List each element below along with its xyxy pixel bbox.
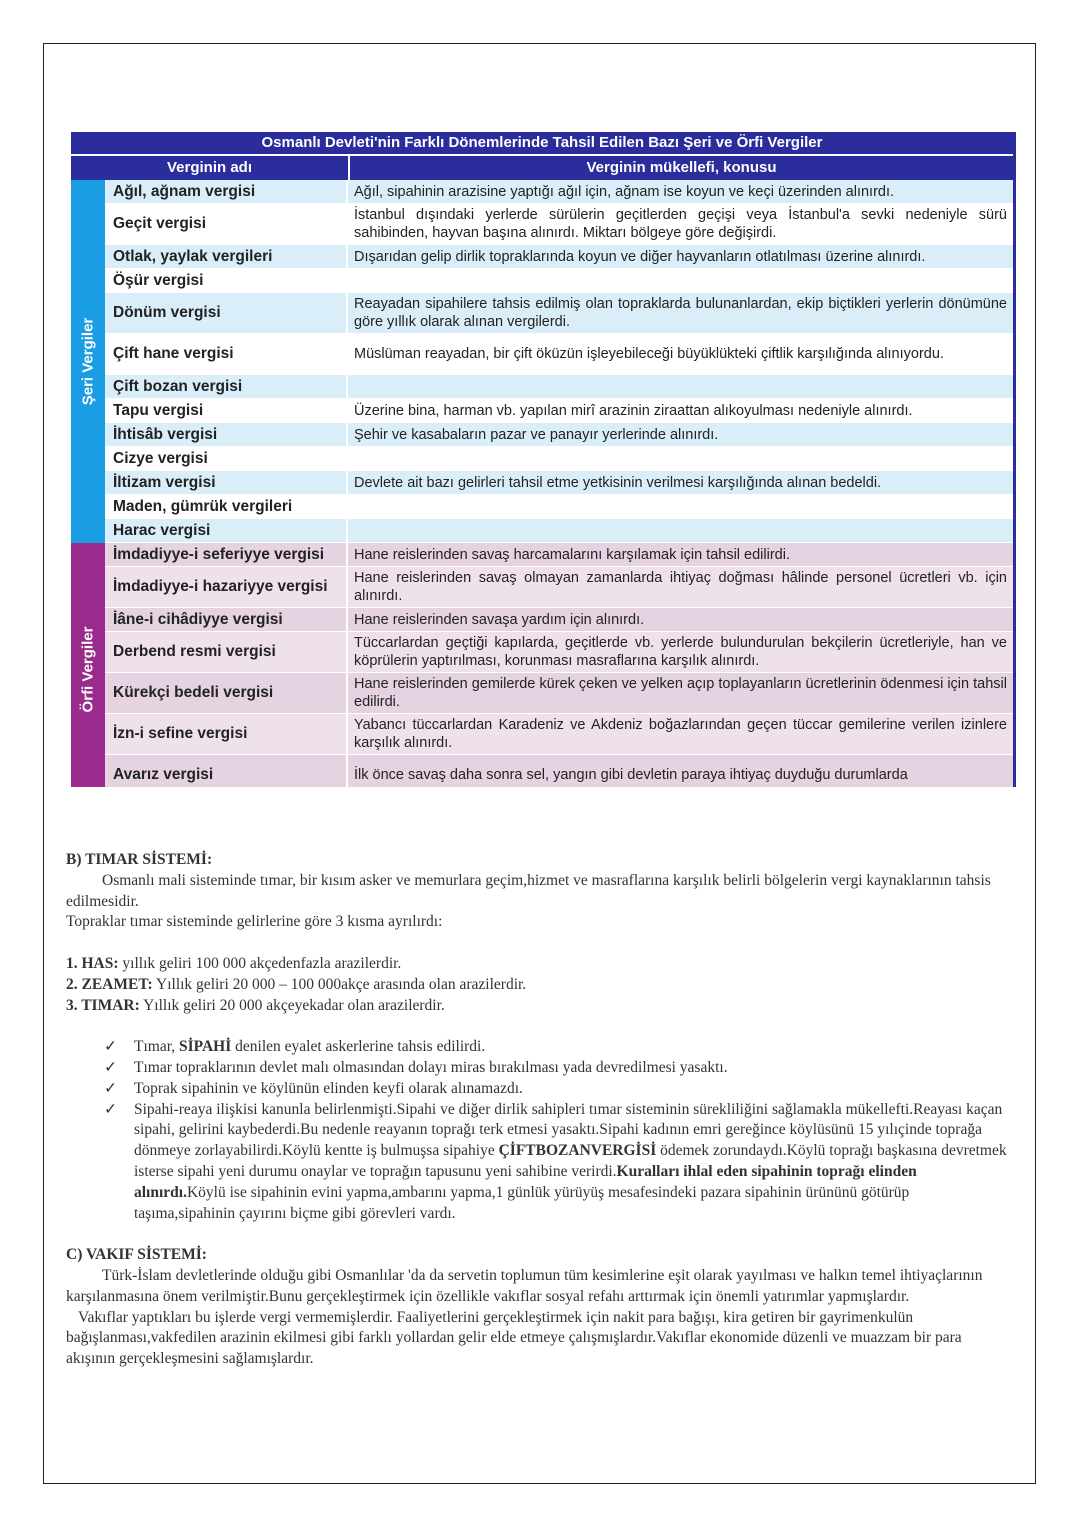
table-row [105,673,1013,714]
list-item: ✓ Tımar, SİPAHİ denilen eyalet askerlerine tahsis edilirdi. [104,1037,1012,1058]
timar-checklist [66,1037,1012,1224]
check-icon: ✓ [104,1058,117,1076]
table-row [105,180,1013,204]
tax-name: İâne-i cihâdiyye vergisi [105,608,348,631]
tax-table [71,132,1016,787]
tax-name: Cizye vergisi [105,447,348,470]
table-row [105,543,1013,567]
tax-desc: İlk önce savaş daha sonra sel, yangın gibi devletin paraya ihtiyaç duyduğu durumlarda [354,767,908,783]
tax-desc [348,447,1013,470]
timar-title: B) TIMAR SİSTEMİ: [66,851,213,868]
table-row [105,608,1013,632]
tax-name: Harac vergisi [105,519,348,542]
list-item: ✓ Sipahi-reaya ilişkisi kanunla belirlenmişti.Sipahi ve diğer dirlik sahipleri tımar sisteminin sürekliliğini sağlamakla mükellefti.Reayası kaçan sipahi, gelirini kaybederdi.Bu nedenle reayanın toprağı terk etmesi yasaktı.Sipahi kadının emri gereğince köylüsünü 15 yılıçinde toprağa dönmeye zorlayabilirdi.Köylü kentte iş bulmuşsa sipahiye ÇİFTBOZANVERGİSİ ödemek zorundaydı.Köylü toprağı başkasına devretmek isterse sipahi yeni durumu onaylar ve toprağın tapusunu yeni sahibine verirdi.Kuralları ihlal eden sipahinin toprağı elinden alınırdı.Köylü ise sipahinin evini yapma,ambarını yapma,1 günlük yürüyüş mesafesindeki pazara sipahinin ürününü götürüp taşıma,sipahinin çayırını biçme gibi görevleri vardı. [104,1100,1007,1222]
document-body [66,850,1012,1370]
table-row [105,204,1013,245]
table-title: Osmanlı Devleti'nin Farklı Dönemlerinde Tahsil Edilen Bazı Şeri ve Örfi Vergiler [71,132,1013,154]
tax-desc: Hane reislerinden gemilerde kürek çeken ve yelken açıp toplayanların ücretlerinin ödenmesi için tahsil edilirdi. [354,676,1007,710]
table-row [105,755,1013,787]
tax-desc: Ağıl, sipahinin arazisine yaptığı ağıl için, ağnam ise koyun ve keçi üzerinden alınırdı. [354,183,895,200]
table-row [105,293,1013,334]
tax-desc: Reayadan sipahilere tahsis edilmiş olan topraklarda bulunanlardan, ekip biçtikleri yerlerin dönümüne göre yıllık olarak alınan vergilerdi. [354,296,1007,330]
table-row [105,269,1013,293]
tax-desc: Yabancı tüccarlardan Karadeniz ve Akdeniz boğazlarından geçen tüccar gemilerine verilen izinlere karşılık alınırdı. [354,717,1007,751]
orfi-group [71,543,1013,787]
tax-name: Avarız vergisi [105,755,348,787]
tax-desc [348,375,1013,398]
tax-name: İzn-i sefine vergisi [105,714,348,754]
check-icon: ✓ [104,1079,117,1097]
tax-name: Geçit vergisi [105,204,348,244]
tax-desc: Tüccarlardan geçtiği kapılarda, geçitlerde vb. yerlerde bulundurulan bekçilerin ücretleriyle, han ve köprülerin yaptırılması, korunması masraflarına karşılık alınırdı. [354,635,1007,669]
header-tax-name: Verginin adı [71,156,350,180]
table-row [105,495,1013,519]
tax-desc: Hane reislerinden savaş harcamalarını karşılamak için tahsil edilirdi. [354,546,790,563]
tax-name: Maden, gümrük vergileri [105,495,348,518]
tax-desc: İstanbul dışındaki yerlerde sürülerin geçitlerden geçişi veya İstanbul'a sevki nedeniyle sürü sahibinden, hayvan başına alınırdı. Miktarı bölgeye göre değişirdi. [354,207,1007,241]
table-row [105,632,1013,673]
vakif-title: C) VAKIF SİSTEMİ: [66,1246,207,1264]
tax-name: Kürekçi bedeli vergisi [105,673,348,713]
tax-name: Derbend resmi vergisi [105,632,348,672]
table-row [105,334,1013,375]
table-row [105,399,1013,423]
vakif-paragraph-1: Türk-İslam devletlerinde olduğu gibi Osmanlılar 'da da servetin toplumun tüm kesimlerine eşit olarak yayılması ve halkın temel ihtiyaçlarının karşılanmasına önem verilmiştir.Bunu gerçekleştirmek için özellikle vakıflar sosyal refahı arttırmak için önemli yatırımlar yapmışlardır. [66,1266,983,1305]
tax-desc: Dışarıdan gelip dirlik topraklarında koyun ve diğer hayvanların otlatılması üzerine alınırdı. [354,248,926,265]
timar-type-zeamet: 2. ZEAMET: Yıllık geliri 20 000 – 100 000akçe arasında olan arazilerdir. [66,975,527,993]
table-row [105,567,1013,608]
timar-division: Topraklar tımar sisteminde gelirlerine göre 3 kısma ayrılırdı: [66,913,443,931]
table-row [105,447,1013,471]
tax-name: Öşür vergisi [105,269,348,292]
tax-name: Çift bozan vergisi [105,375,348,398]
tax-name: Tapu vergisi [105,399,348,422]
tax-name: Çift hane vergisi [105,334,348,374]
table-row [105,423,1013,447]
vakif-paragraph-2: Vakıflar yaptıkları bu işlerde vergi vermemişlerdir. Faaliyetlerini gerçekleştirmek için nakit para bağışı, kira getiren bir gayrimenkulün bağışlanması,vakfedilen arazinin ekilmesi gibi farklı yollardan gelir elde etmeye çalışmışlardır.Vakıflar ekonomide düzenli ve muazzam bir para akışının gerçekleşmesini sağlamışlardır. [66,1308,962,1368]
tax-desc [348,269,1013,292]
tax-desc: Üzerine bina, harman vb. yapılan mirî arazinin ziraattan alıkoyulması nedeniyle alınırdı. [354,402,913,419]
table-row [105,245,1013,269]
seri-group [71,180,1013,543]
tax-name: Dönüm vergisi [105,293,348,333]
table-row [105,471,1013,495]
timar-intro: Osmanlı mali sisteminde tımar, bir kısım asker ve memurlara geçim,hizmet ve masraflarına karşılık belirli bölgelerin vergi kaynaklarının tahsis edilmesidir. [66,871,991,910]
tax-desc: Şehir ve kasabaların pazar ve panayır yerlerinde alınırdı. [354,426,719,443]
tax-name: Otlak, yaylak vergileri [105,245,348,268]
list-item: ✓ Tımar topraklarının devlet malı olmasından dolayı miras bırakılması yada devredilmesi yasaktı. [104,1058,1012,1079]
tax-name: Ağıl, ağnam vergisi [105,180,348,203]
tax-name: İmdadiyye-i seferiyye vergisi [105,543,348,566]
check-icon: ✓ [104,1038,117,1056]
seri-group-label: Şeri Vergiler [71,180,105,543]
timar-type-timar: 3. TIMAR: Yıllık geliri 20 000 akçeyekadar olan arazilerdir. [66,996,445,1014]
tax-name: İmdadiyye-i hazariyye vergisi [105,567,348,607]
header-tax-desc: Verginin mükellefi, konusu [586,159,777,176]
tax-desc: Devlete ait bazı gelirleri tahsil etme yetkisinin verilmesi karşılığında alınan bedeldi. [354,474,882,491]
list-item: ✓ Toprak sipahinin ve köylünün elinden keyfi olarak alınamazdı. [104,1079,1012,1100]
tax-desc [348,495,1013,518]
table-header [71,154,1013,180]
check-icon: ✓ [104,1100,117,1118]
table-row [105,519,1013,543]
tax-desc: Müslüman reayadan, bir çift öküzün işleyebileceği büyüklükteki çiftlik karşılığında alınıyordu. [354,346,944,362]
tax-desc [348,519,1013,542]
tax-desc: Hane reislerinden savaşa yardım için alınırdı. [354,611,645,628]
orfi-group-label: Örfi Vergiler [71,543,105,787]
table-row [105,714,1013,755]
tax-desc: Hane reislerinden savaş olmayan zamanlarda ihtiyaç doğması hâlinde personel ücretleri vb. için alınırdı. [354,570,1007,604]
tax-name: İhtisâb vergisi [105,423,348,446]
table-row [105,375,1013,399]
tax-name: İltizam vergisi [105,471,348,494]
timar-type-has: 1. HAS: yıllık geliri 100 000 akçedenfazla arazilerdir. [66,954,402,972]
